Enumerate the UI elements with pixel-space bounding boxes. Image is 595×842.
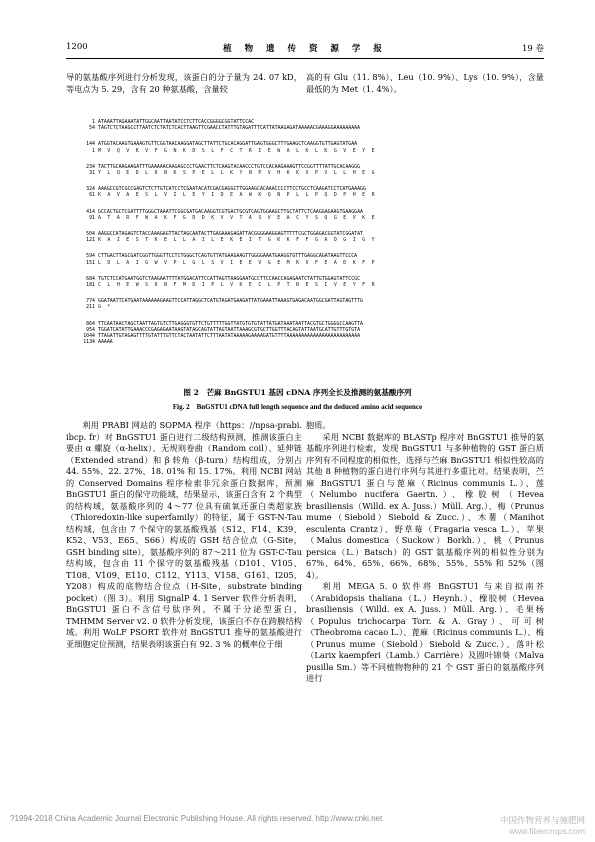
sequence-row (66, 192, 546, 198)
sequence-row (66, 170, 546, 176)
watermark-text: 中国作物营养与施肥网 (499, 815, 585, 825)
right-column (306, 420, 544, 685)
sequence-position: 1 (92, 119, 95, 125)
amino-acid-line: C L H E W S K N F M D I P L V K E C L P T R E S I V E Y F R (98, 282, 375, 289)
sequence-position: 54 (89, 125, 95, 132)
nucleotide-line: AAAGCCGTCGCCGAGTCTCTTGTCATCCTCGAATACATCGACGAGGCTTGGAAGCACAAACCCCTTCCTGCCTCAAGATCCTCATGAAAGG (98, 186, 366, 193)
figure-caption-en: Fig. 2 BnGSTU1 cDNA full length sequence and the deduced amino acid sequence (172, 403, 423, 411)
sequence-block (66, 186, 546, 199)
sequence-block (66, 298, 546, 311)
sequence-position: 1134 (83, 339, 95, 346)
amino-acid-line: A T A R F W A K F G D D K V V T A S V E A C Y S Q G E V K E (98, 214, 375, 221)
page-number: 1200 (66, 42, 88, 52)
sequence-block (66, 209, 546, 222)
sequence-block (66, 119, 546, 132)
sequence-position: 144 (86, 141, 95, 148)
sequence-block (66, 321, 546, 346)
sequence-position: 954 (86, 326, 95, 333)
cdna-sequence-figure (66, 119, 546, 356)
sequence-block (66, 253, 546, 266)
amino-acid-line: L D L A I G W V P L G L S V I E E V G E M K V F E A D K F P (98, 259, 375, 266)
sequence-row (66, 282, 546, 288)
sequence-position: 774 (86, 298, 95, 305)
sequence-block (66, 276, 546, 289)
body-paragraph: 采用 NCBI 数据库的 BLASTp 程序对 BnGSTU1 推导的氨基酸序列进行检索，发现 BnGSTU1 与多种植物的 GST 蛋白质序列有不同程度的相似性，选择与苎麻 BnGSTU1 相似性较高的其他 8 种植物的蛋白进行序列与其进行多重比对。结果表明，苎麻 BnGSTU1 蛋白与蓖麻（Ricinus communis L.）、莲（Nelumbo nucifera Gaertn.）、橡胶树（Hevea brasiliensis（Willd. ex A. Juss.）Müll. Arg.）、梅（Prunus mume（Siebold）Siebold & Zucc.）、木薯（Manihot esculenta Crantz）、野草莓（Fragaria vesca L.）、苹果（Malus domestica（Suckow）Borkh.）、桃（Prunus persica（L.）Batsch）的 GST 氨基酸序列的相似性分别为 67%、64%、65%、66%、68%、55%、55% 和 52%（图 4）。 (306, 431, 544, 580)
body-paragraph: 胞质。 (306, 420, 331, 430)
sequence-position: 211 (86, 304, 95, 311)
copyright-footer: ?1994-2018 China Academic Journal Electronic Publishing House. All rights reserved. http://www.cnki.net (10, 814, 383, 823)
nucleotide-line: TGGATCATATTGAAACCCGAGAGAATAAGTATAGCAGTATTAGTAATTAAAGCGTGCTTGGTTTACAGTATTAATGCATTGTTTGTGTA (98, 326, 361, 333)
nucleotide-line: GCCACTGCTCGATTTTGGGCTAAATTCGGCGATGACAAGGTCGTGACTGCGTCAGTGGAAGCTTGCTATTCTCAAGGAGAAGTGAAGGAA (98, 208, 363, 215)
nucleotide-line: TAGTCTCTAAGCCTTAATCTCTATCTCACTTAAGTTCGAACCTATTTGTAGATTTCATTATAAGAGATAAAAACGAAAGGAAAAAAAAA (98, 125, 361, 132)
sequence-row (66, 260, 546, 266)
sequence-position: 181 (86, 282, 95, 289)
sequence-position: 864 (86, 320, 95, 327)
sequence-row (66, 339, 546, 345)
nucleotide-line: AAGGCCATAGAGTCTACCAAAGAGTTACTAGCAATACTTGAGAAAGAGATTACGGGGAAGGAGTTTTTCGCTGGAGACGGTATCGGATAT (98, 230, 363, 237)
body-paragraph: 利用 PRABI 网站的 SOPMA 程序（https：//npsa-prabi. ibcp. fr）对 BnGSTU1 蛋白进行二级结构预测，推测该蛋白主要由 α 螺旋（α-helix）、无规则卷曲（Random coil）、延伸链（Extended strand）和 β 转角（β-turn）结构组成，分别占 44. 55%、22. 27%、18. 01% 和 15. 17%。利用 NCBI 网站的 Conserved Domains 程序检索非冗余蛋白数据库，预测 BnGSTU1 蛋白的保守功能域，结果显示，该蛋白含有 2 个典型的结构域，氨基酸序列的 4～77 位具有硫氧还蛋白类超家族（Thioredoxin-like superfamily）的特征，属于 GST-N-Tau 结构域，包含由 7 个保守的氨基酸残基（S12、F14、K39、K52、V53、E65、S66）构成的 GSH 结合位点（G-Site，GSH binding site），氨基酸序列的 87～211 位为 GST-C-Tau 结构域，包含由 11 个保守的氨基酸残基（D101、V105、T108、V109、E110、C112、Y113、V158、G161、I205、Y208）构成的底物结合位点（H-Site，substrate binding pocket）（图 3）。利用 SignalP 4. 1 Server 软件分析表明，BnGSTU1 蛋白不含信号肽序列，不属于分泌型蛋白，TMHMM Server v2. 0 软件分析发现，该蛋白不存在跨膜结构域。利用 WoLF PSORT 软件对 BnGSTU1 推导的氨基酸进行亚细胞定位预测，结果表明该蛋白有 92. 3 % 的概率位于细 (66, 420, 302, 649)
sequence-row (66, 237, 546, 243)
nucleotide-line: AAAAA (98, 339, 113, 346)
sequence-row (66, 215, 546, 221)
sequence-position: 121 (86, 237, 95, 244)
figure-caption-cn: 图 2 芒麻 BnGSTU1 基因 cDNA 序列全长及推测的氨基酸序列 (183, 388, 412, 397)
amino-acid-line: K A I E S T K E L L A I L E K E I T G K K F F G A D G I G Y (98, 237, 375, 244)
top-right-text: 高的有 Glu（11. 8%）、Leu（10. 9%）、Lys（10. 9%），含量最低的为 Met（1. 4%）。 (306, 72, 544, 94)
journal-title: 植 物 遗 传 资 源 学 报 (223, 44, 387, 54)
nucleotide-line: TGTCTCCATGAATGGTCTAAGAATTTTATGGACATTCCATTAGTTAAGGAATGCCTTCCAACCAGAGAATCTATTGTGGAGTATTCCGC (98, 275, 361, 282)
sequence-position: 414 (86, 208, 95, 215)
sequence-row (66, 125, 546, 131)
amino-acid-line: M V Q V K V F G N K D S L F C T R I E W A L K L K G V E Y E (98, 147, 375, 154)
sequence-row (66, 148, 546, 154)
nucleotide-line: TACTTGCAAGAAGATTTGAAAAACAAGAGCCCTGAACTTCTCAAGTACAACCCTGTCCACAAGAAAGTTCCGGTTTTATTGCACAAGGG (98, 163, 361, 170)
nucleotide-line: GGATAATTCATGAATAAAAAAGAAGTTCCATTAGGCTCATGTAGATGAAGATTATGAAATTAAAGTGAGACAATGGCGATTAGTAGTTTG (98, 298, 363, 305)
sequence-position: 151 (86, 259, 95, 266)
sequence-position: 91 (89, 214, 95, 221)
sequence-position: 1 (92, 147, 95, 154)
sequence-position: 684 (86, 275, 95, 282)
body-paragraph: 利用 MEGA 5. 0 软件将 BnGSTU1 与来自拟南芥（Arabidopsis thaliana（L.）Heynh.）、橡胶树（Hevea brasiliensis（Willd. ex A. Juss.）Müll. Arg.）、毛果杨（Populus trichocarpa Torr. & A. Gray）、可可树（Theobroma cacao L.）、蓖麻（Ricinus communis L.）、梅（Prunus mume（Siebold）Siebold & Zucc.）、落叶松（Larix kaempferi（Lamb.）Carrière）及圆叶锦葵（Malva pusilla Sm.）等不同植物物种的 21 个 GST 蛋白的氨基酸序列进行 (306, 581, 544, 683)
running-header (66, 42, 544, 56)
volume-label: 19 卷 (521, 44, 544, 54)
sequence-position: 234 (86, 163, 95, 170)
left-column (66, 420, 302, 650)
top-left-text: 导的氨基酸序列进行分析发现，该蛋白的分子量为 24. 07 kD，等电点为 5. 29，含有 20 种氨基酸，含量较 (66, 72, 302, 94)
amino-acid-line: Y L Q E D L K N K S P E L L K Y N P V H K K V P V L L H E G (98, 170, 375, 177)
nucleotide-line: CTTGACTTAGCGATCGGTTGGGTTCCTCTGGGCTCAGTGTTATGAAGAAGTTGGGGAAATGAAGGTGTTTGAGGCAGATAAGTTCCCA (98, 253, 358, 260)
sequence-position: 31 (89, 170, 95, 177)
nucleotide-line: ATAAATTAGAAATATTGGCAATTAATATCCTCTTCACCGGGGCGGTATTCCAC (98, 119, 255, 125)
watermark-url: www.fibercrops.com (508, 826, 585, 836)
sequence-position: 504 (86, 230, 95, 237)
amino-acid-line: K A V A E S L V I L E Y I D E A W K Q N P L L P Q D P H E R (98, 192, 375, 199)
sequence-position: 324 (86, 186, 95, 193)
sequence-block (66, 231, 546, 244)
sequence-block (66, 141, 546, 154)
sequence-row (66, 304, 546, 310)
header-rule (66, 58, 544, 59)
sequence-position: 594 (86, 253, 95, 260)
amino-acid-line: G * (98, 304, 111, 311)
sequence-block (66, 164, 546, 177)
sequence-position: 61 (89, 192, 95, 199)
nucleotide-line: ATGGTACAAGTGAAAGTGTTCGGTAACAAGGATAGCTTATTCTGCACAGGATTGAGTGGGCTTTGAAGCTCAAGGTGTTGAGTATGAA (98, 141, 358, 148)
nucleotide-line: TTCAATAACTAGCTAATTAGTGTCTTGAGGGTGTTCTGTTTTTGGTTATGTGTGTATTATGATAAATAATTACGTGCTGGGGCCAAGTTA (98, 320, 363, 327)
sequence-position: 1044 (83, 333, 95, 340)
nucleotide-line: TTAGATTGTAGAGTTTTGTATTTGTTCTACTAATATTCTTTAATATAAAAAGAAAAGATGTTTTAAAAAAAAAAAAAAAAAAAAAAAAA (98, 333, 361, 340)
